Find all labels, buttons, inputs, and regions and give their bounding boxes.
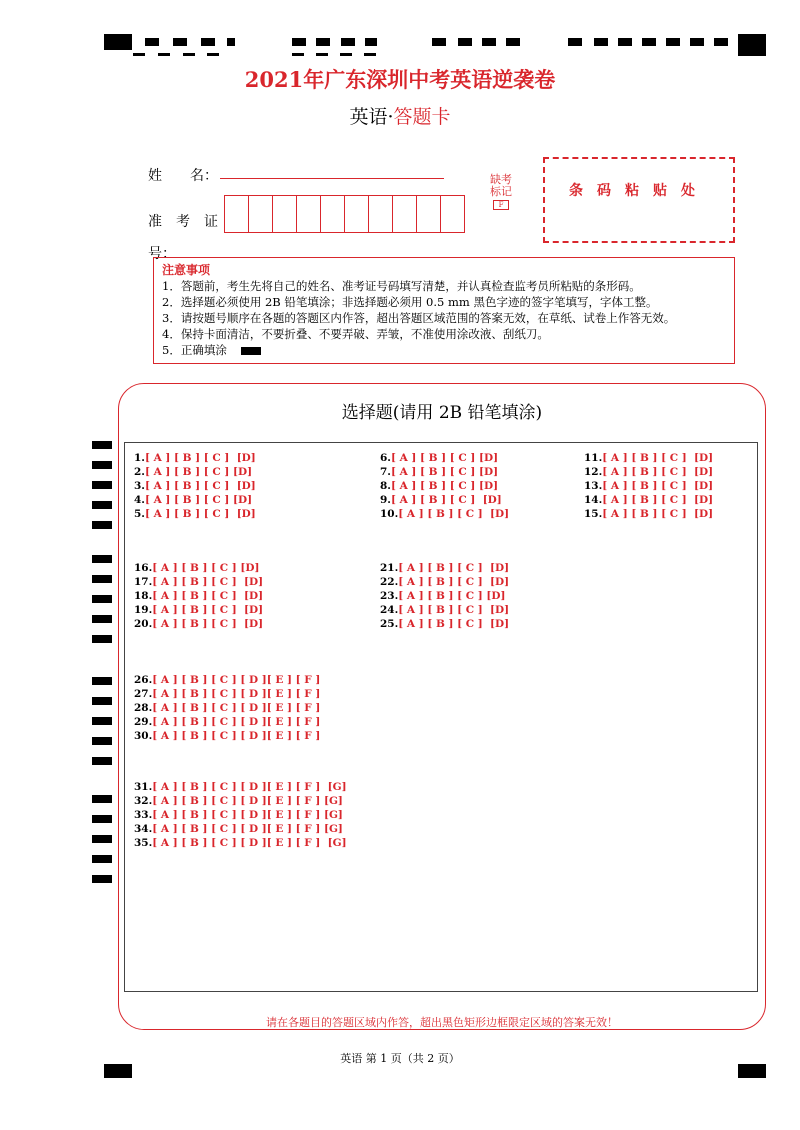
question-number: 15.: [584, 508, 603, 520]
timing-mark: [92, 815, 112, 823]
question-number: 31.: [134, 781, 153, 793]
question-number: 5.: [134, 508, 145, 520]
timing-mark: [92, 795, 112, 803]
id-digit-box[interactable]: [296, 195, 321, 233]
question-number: 28.: [134, 702, 153, 714]
timing-mark: [92, 835, 112, 843]
timing-mark: [158, 53, 170, 56]
answer-options[interactable]: [ A ] [ B ] [ C ] [D]: [152, 562, 260, 574]
question-number: 3.: [134, 480, 145, 492]
answer-options[interactable]: [ A ] [ B ] [ C ] [D]: [152, 590, 264, 602]
question-number: 9.: [380, 494, 391, 506]
notice-item: 2．选择题必须使用 2B 铅笔填涂；非选择题必须用 0.5 mm 黑色字迹的签字笔填写，字体工整。: [162, 295, 658, 309]
answer-options[interactable]: [ A ] [ B ] [ C ] [D]: [152, 576, 264, 588]
timing-mark: [365, 38, 377, 46]
corner-mark: [104, 34, 132, 50]
notice-item: 4．保持卡面清洁，不要折叠、不要弄破、弄皱，不准使用涂改液、刮纸刀。: [162, 327, 549, 341]
question-row: [134, 589, 263, 603]
timing-mark: [201, 38, 215, 46]
question-row: [134, 836, 347, 850]
timing-mark: [92, 481, 112, 489]
question-row: [134, 822, 343, 836]
timing-mark: [207, 53, 219, 56]
question-row: [380, 617, 509, 631]
question-row: [584, 493, 713, 507]
question-row: [134, 687, 320, 701]
question-row: [584, 479, 713, 493]
question-number: 32.: [134, 795, 153, 807]
timing-mark: [92, 555, 112, 563]
question-row: [134, 808, 343, 822]
timing-mark: [92, 677, 112, 685]
answer-options[interactable]: [ A ] [ B ] [ C ] [D]: [144, 480, 256, 492]
question-number: 35.: [134, 837, 153, 849]
name-field[interactable]: [220, 178, 444, 179]
timing-mark: [341, 38, 355, 46]
timing-mark: [690, 38, 704, 46]
question-row: [134, 794, 343, 808]
answer-options[interactable]: [ A ] [ B ] [ C ] [D]: [398, 576, 510, 588]
notice-item: 3．请按题号顺序在各题的答题区内作答，超出答题区域范围的答案无效，在草纸、试卷上作答无效。: [162, 311, 676, 325]
timing-mark: [173, 38, 187, 46]
question-number: 19.: [134, 604, 153, 616]
timing-mark: [506, 38, 520, 46]
question-number: 13.: [584, 480, 603, 492]
question-number: 7.: [380, 466, 391, 478]
question-number: 33.: [134, 809, 153, 821]
question-number: 25.: [380, 618, 399, 630]
id-digit-box[interactable]: [272, 195, 297, 233]
subtitle-subject: 英语·: [349, 106, 394, 128]
question-row: [584, 451, 713, 465]
question-row: [584, 507, 713, 521]
timing-mark: [92, 615, 112, 623]
question-row: [134, 465, 252, 479]
question-number: 24.: [380, 604, 399, 616]
question-row: [134, 493, 252, 507]
question-row: [380, 589, 505, 603]
answer-options[interactable]: [ A ] [ B ] [ C ] [D]: [602, 480, 714, 492]
question-number: 30.: [134, 730, 153, 742]
timing-mark: [316, 53, 328, 56]
page-subtitle: [0, 102, 800, 129]
question-number: 1.: [134, 452, 145, 464]
notice-box: [153, 257, 735, 364]
notice-item: 1．答题前，考生先将自己的姓名、准考证号码填写清楚，并认真检查监考员所粘贴的条形码。: [162, 279, 641, 293]
id-digit-box[interactable]: [344, 195, 369, 233]
answer-options[interactable]: [ A ] [ B ] [ C ] [D]: [144, 466, 253, 478]
question-row: [134, 575, 263, 589]
id-digit-box[interactable]: [368, 195, 393, 233]
timing-mark: [568, 38, 582, 46]
question-number: 14.: [584, 494, 603, 506]
page-footer: 英语 第 1 页（共 2 页）: [340, 1052, 460, 1065]
timing-mark: [482, 38, 496, 46]
question-row: [380, 465, 498, 479]
timing-mark: [92, 717, 112, 725]
timing-mark: [92, 697, 112, 705]
question-row: [380, 493, 502, 507]
timing-mark: [133, 53, 145, 56]
answer-options[interactable]: [ A ] [ B ] [ C ] [D]: [144, 452, 256, 464]
absent-label: 缺考标记: [490, 173, 512, 198]
answer-options[interactable]: [ A ] [ B ] [ C ] [ D ][ E ] [ F ]: [152, 688, 321, 700]
question-row: [380, 561, 509, 575]
timing-mark: [92, 875, 112, 883]
question-row: [134, 701, 320, 715]
question-row: [584, 465, 713, 479]
answer-options[interactable]: [ A ] [ B ] [ C ] [ D ][ E ] [ F ] [G]: [152, 795, 343, 807]
answer-area-warning: 请在各题目的答题区域内作答，超出黑色矩形边框限定区域的答案无效！: [266, 1016, 618, 1029]
timing-mark: [92, 501, 112, 509]
question-number: 20.: [134, 618, 153, 630]
question-row: [134, 780, 347, 794]
answer-options[interactable]: [ A ] [ B ] [ C ] [D]: [602, 466, 714, 478]
question-row: [134, 603, 263, 617]
subtitle-card: 答题卡: [393, 106, 451, 128]
answer-options[interactable]: [ A ] [ B ] [ C ] [D]: [602, 452, 714, 464]
timing-mark: [92, 461, 112, 469]
multiple-choice-title: 选择题(请用 2B 铅笔填涂): [341, 403, 543, 423]
timing-mark: [666, 38, 680, 46]
timing-mark: [364, 53, 376, 56]
question-row: [380, 507, 509, 521]
question-row: [380, 479, 498, 493]
question-number: 21.: [380, 562, 399, 574]
timing-mark: [594, 38, 608, 46]
barcode-area: [543, 157, 735, 243]
question-row: [380, 603, 509, 617]
answer-options[interactable]: [ A ] [ B ] [ C ] [D]: [390, 466, 499, 478]
question-number: 17.: [134, 576, 153, 588]
absent-checkbox[interactable]: F: [493, 200, 509, 210]
question-row: [134, 451, 256, 465]
answer-options[interactable]: [ A ] [ B ] [ C ] [D]: [398, 618, 510, 630]
question-number: 2.: [134, 466, 145, 478]
timing-mark: [642, 38, 656, 46]
answer-options[interactable]: [ A ] [ B ] [ C ] [D]: [144, 508, 256, 520]
notice-title: 注意事项: [162, 263, 211, 277]
timing-mark: [340, 53, 352, 56]
page-title: 2021年广东深圳中考英语逆袭卷: [244, 67, 556, 92]
answer-options[interactable]: [ A ] [ B ] [ C ] [D]: [398, 508, 510, 520]
timing-mark: [618, 38, 632, 46]
answer-options[interactable]: [ A ] [ B ] [ C ] [ D ][ E ] [ F ]: [152, 730, 321, 742]
notice-item: 5．正确填涂: [162, 343, 227, 357]
question-number: 4.: [134, 494, 145, 506]
timing-mark: [227, 38, 235, 46]
question-number: 8.: [380, 480, 391, 492]
id-digit-box[interactable]: [416, 195, 441, 233]
question-row: [380, 575, 509, 589]
answer-options[interactable]: [ A ] [ B ] [ C ] [ D ][ E ] [ F ] [G]: [152, 837, 347, 849]
answer-options[interactable]: [ A ] [ B ] [ C ] [D]: [390, 480, 499, 492]
answer-options[interactable]: [ A ] [ B ] [ C ] [ D ][ E ] [ F ] [G]: [152, 823, 343, 835]
question-row: [134, 617, 263, 631]
corner-mark: [738, 34, 766, 56]
question-row: [134, 715, 320, 729]
correct-fill-sample: [241, 347, 261, 355]
timing-mark: [183, 53, 195, 56]
answer-options[interactable]: [ A ] [ B ] [ C ] [D]: [390, 494, 502, 506]
answer-options[interactable]: [ A ] [ B ] [ C ] [D]: [398, 604, 510, 616]
timing-mark: [92, 595, 112, 603]
question-number: 34.: [134, 823, 153, 835]
question-row: [134, 561, 259, 575]
timing-mark: [92, 575, 112, 583]
id-label-suffix: 号：: [148, 246, 176, 262]
answer-options[interactable]: [ A ] [ B ] [ C ] [ D ][ E ] [ F ]: [152, 702, 321, 714]
answer-options[interactable]: [ A ] [ B ] [ C ] [ D ][ E ] [ F ] [G]: [152, 781, 347, 793]
question-number: 12.: [584, 466, 603, 478]
timing-mark: [432, 38, 446, 46]
id-label: 准 考 证: [148, 214, 218, 230]
timing-mark: [292, 53, 304, 56]
question-number: 26.: [134, 674, 153, 686]
answer-options[interactable]: [ A ] [ B ] [ C ] [D]: [144, 494, 253, 506]
question-number: 27.: [134, 688, 153, 700]
id-digit-box[interactable]: [224, 195, 249, 233]
id-digit-box[interactable]: [392, 195, 417, 233]
answer-options[interactable]: [ A ] [ B ] [ C ] [ D ][ E ] [ F ] [G]: [152, 809, 343, 821]
question-number: 6.: [380, 452, 391, 464]
question-row: [380, 451, 498, 465]
question-number: 22.: [380, 576, 399, 588]
question-number: 16.: [134, 562, 153, 574]
answer-options[interactable]: [ A ] [ B ] [ C ] [D]: [398, 562, 510, 574]
answer-options[interactable]: [ A ] [ B ] [ C ] [D]: [152, 618, 264, 630]
timing-mark: [92, 737, 112, 745]
answer-options[interactable]: [ A ] [ B ] [ C ] [D]: [152, 604, 264, 616]
id-digit-box[interactable]: [320, 195, 345, 233]
corner-mark-bottom-right: [738, 1064, 766, 1078]
question-number: 10.: [380, 508, 399, 520]
question-row: [134, 729, 320, 743]
timing-mark: [292, 38, 306, 46]
timing-mark: [92, 521, 112, 529]
timing-mark: [458, 38, 472, 46]
name-label: 姓 名：: [148, 168, 218, 184]
question-number: 29.: [134, 716, 153, 728]
corner-mark-bottom-left: [104, 1064, 132, 1078]
question-row: [134, 507, 256, 521]
answer-options[interactable]: [ A ] [ B ] [ C ] [ D ][ E ] [ F ]: [152, 716, 321, 728]
exam-id-boxes: [224, 195, 464, 233]
question-row: [134, 479, 256, 493]
answer-options[interactable]: [ A ] [ B ] [ C ] [D]: [398, 590, 506, 602]
timing-mark: [714, 38, 728, 46]
question-row: [134, 673, 320, 687]
barcode-label: 条码粘贴处: [569, 183, 709, 199]
timing-mark: [316, 38, 330, 46]
answer-options[interactable]: [ A ] [ B ] [ C ] [D]: [602, 494, 714, 506]
question-number: 11.: [584, 452, 603, 464]
answer-options[interactable]: [ A ] [ B ] [ C ] [D]: [602, 508, 714, 520]
timing-mark: [92, 855, 112, 863]
timing-mark: [145, 38, 159, 46]
answer-options[interactable]: [ A ] [ B ] [ C ] [D]: [390, 452, 499, 464]
answer-options[interactable]: [ A ] [ B ] [ C ] [ D ][ E ] [ F ]: [152, 674, 321, 686]
notice-item-fill: [162, 342, 726, 358]
question-number: 18.: [134, 590, 153, 602]
id-digit-box[interactable]: [248, 195, 273, 233]
timing-mark: [92, 441, 112, 449]
question-number: 23.: [380, 590, 399, 602]
id-digit-box[interactable]: [440, 195, 465, 233]
timing-mark: [92, 635, 112, 643]
timing-mark: [92, 757, 112, 765]
